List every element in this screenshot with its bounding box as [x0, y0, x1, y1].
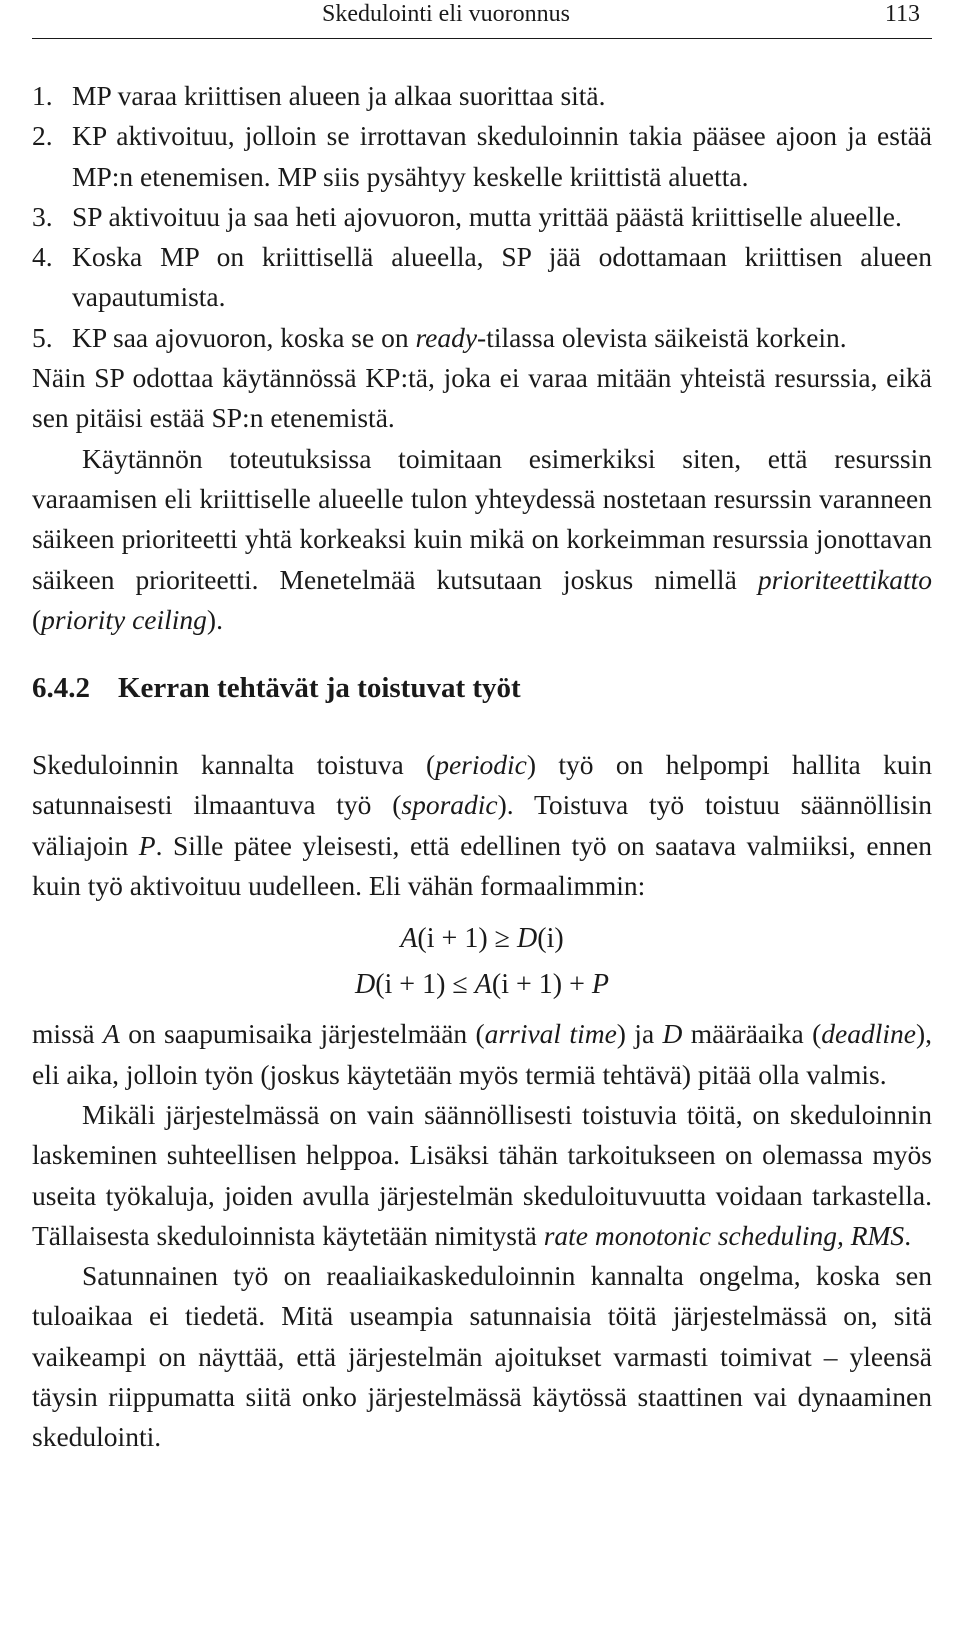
paragraph: Satunnainen työ on reaaliaikaskeduloinnin kannalta ongelma, koska sen tuloaikaa ei tiedetä. Mitä useampia satunnaisia töitä järjestelmässä on, sitä vaikeampi on näyttää, että järjestelmän ajoitukset varmasti toimivat – yleensä täysin riippumatta siitä onko järjestelmässä käytössä staattinen vai dynaaminen skedulointi.	[32, 1260, 932, 1453]
italic-term: deadline	[821, 1018, 916, 1050]
formula-text: (i + 1)	[417, 923, 488, 955]
text-run: KP saa ajovuoron, koska se on	[72, 321, 416, 353]
list-item	[32, 237, 932, 318]
text-run: . Sille pätee yleisesti, että edellinen työ on saatava valmiiksi, ennen kuin työ aktivoituu uudelleen. Eli vähän formaalimmin:	[32, 829, 932, 902]
formula-line	[32, 962, 932, 1008]
formula-text: (i + 1)	[375, 969, 446, 1001]
list-item-text	[72, 318, 932, 358]
list-item-number: 3.	[32, 200, 53, 232]
text-run: ).	[206, 603, 223, 635]
list-item-text: KP aktivoituu, jolloin se irrottavan skeduloinnin takia pääsee ajoon ja estää MP:n etenemisen. MP siis pysähtyy keskelle kriittistä aluetta.	[72, 120, 932, 192]
italic-term: sporadic	[401, 789, 498, 821]
text-run: on saapumisaika järjestelmään (	[119, 1018, 485, 1050]
running-header	[32, 0, 932, 32]
text-run: ) työ on helpompi hallita kuin satunnaisesti ilmaantuva työ (	[32, 749, 932, 821]
italic-term: rate monotonic scheduling, RMS	[543, 1219, 905, 1251]
formula-symbol: D	[517, 923, 538, 955]
list-item	[32, 318, 932, 358]
formula-text: (i + 1) +	[491, 969, 592, 1001]
italic-term: ready	[415, 321, 478, 353]
list-item-number: 1.	[32, 80, 53, 111]
italic-term: periodic	[435, 749, 527, 781]
list-item	[32, 76, 932, 116]
italic-term: A	[103, 1018, 120, 1050]
list-item	[32, 197, 932, 237]
section-title: Kerran tehtävät ja toistuvat työt	[118, 672, 521, 705]
italic-term: P	[138, 829, 156, 861]
formula-symbol: D	[354, 969, 376, 1001]
italic-term: arrival time	[484, 1018, 617, 1050]
text-run: Skeduloinnin kannalta toistuva (	[32, 749, 436, 781]
paragraph	[32, 1095, 932, 1256]
text-run: missä	[32, 1018, 104, 1050]
text-run: (	[32, 603, 42, 635]
formula-operator: ≤	[452, 969, 468, 1001]
section-number: 6.4.2	[32, 672, 90, 705]
italic-term: D	[662, 1018, 683, 1050]
page-number: 113	[884, 1, 920, 27]
header-rule	[32, 38, 932, 39]
list-item-text: MP varaa kriittisen alueen ja alkaa suorittaa sitä.	[72, 80, 606, 111]
list-item	[32, 116, 932, 197]
formula	[32, 916, 932, 1008]
text-run: ), eli aika, jolloin työn (joskus käytetään myös termiä tehtävä) pitää olla valmis.	[32, 1018, 932, 1090]
running-title: Skedulointi eli vuoronnus	[322, 1, 570, 27]
formula-text: (i)	[537, 923, 564, 955]
italic-term: prioriteettikatto	[757, 563, 932, 595]
text-run: Käytännön toteutuksissa toimitaan esimerkiksi siten, että resurssin varaamisen eli kriittiselle alueelle tulon yhteydessä nostetaan resurssin varanneen säikeen prioriteetti yhtä korkeaksi kuin mikä on korkeimman resurssia jonottavan säikeen prioriteetti. Menetelmää kutsutaan joskus nimellä	[32, 442, 932, 595]
italic-term: priority ceiling	[41, 603, 207, 635]
text-run: .	[904, 1219, 912, 1251]
formula-symbol: A	[474, 969, 492, 1001]
text-run: ) ja	[616, 1018, 663, 1050]
formula-symbol: A	[400, 923, 418, 955]
text-run: Mikäli järjestelmässä on vain säännöllisesti toistuvia töitä, on skeduloinnin laskeminen suhteellisen helppoa. Lisäksi tähän tarkoitukseen on olemassa myös useita työkaluja, joiden avulla järjestelmän skeduloituvuutta voidaan tarkastella. Tällaisesta skeduloinnista käytetään nimitystä	[32, 1098, 932, 1251]
list-item-number: 2.	[32, 120, 53, 152]
body-text	[32, 76, 932, 1458]
text-run: ). Toistuva työ toistuu säännöllisin väliajoin	[32, 789, 933, 861]
list-item-text: Koska MP on kriittisellä alueella, SP jää odottamaan kriittisen alueen vapautumista.	[72, 241, 932, 313]
list-item-number: 5.	[32, 321, 53, 353]
formula-symbol: P	[591, 969, 610, 1001]
paragraph	[32, 1014, 932, 1095]
formula-line	[32, 916, 932, 962]
section-heading	[32, 668, 932, 708]
paragraph	[32, 745, 932, 906]
paragraph	[32, 439, 932, 640]
text-run: määräaika (	[682, 1018, 822, 1050]
paragraph: Näin SP odottaa käytännössä KP:tä, joka ei varaa mitään yhteistä resurssia, eikä sen pitäisi estää SP:n etenemistä.	[32, 362, 932, 434]
list-item-number: 4.	[32, 241, 53, 273]
formula-operator: ≥	[494, 923, 511, 955]
numbered-list	[32, 76, 932, 358]
text-run: -tilassa olevista säikeistä korkein.	[477, 321, 847, 353]
list-item-text: SP aktivoituu ja saa heti ajovuoron, mutta yrittää päästä kriittiselle alueelle.	[72, 200, 902, 232]
